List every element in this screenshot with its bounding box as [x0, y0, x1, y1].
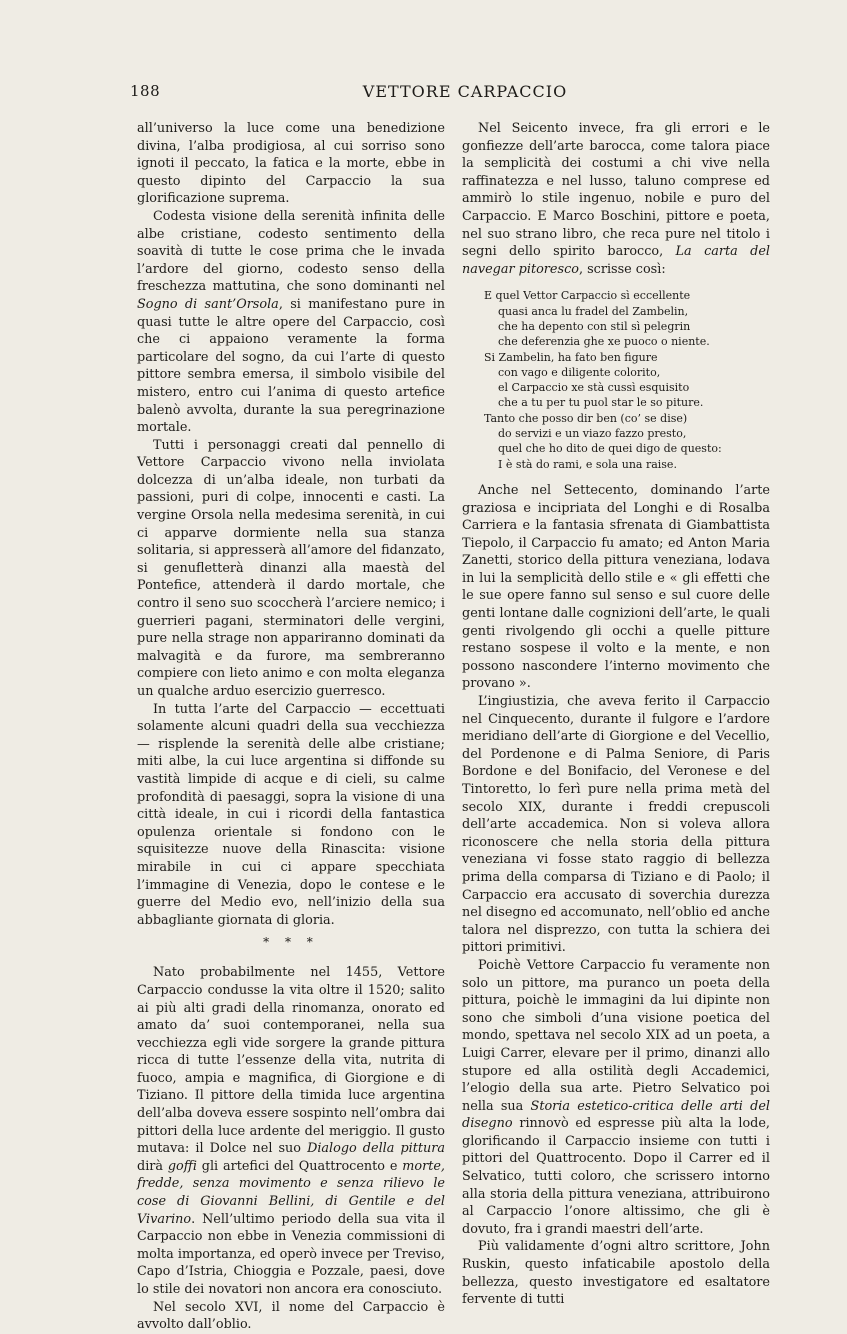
paragraph: Nato probabilmente nel 1455, Vettore Carpaccio condusse la vita oltre il 1520; salito ai più alti gradi della rinomanza, onorato ed amato da’ suoi contemporanei, nella sua vecchiezza egli vide sorgere la grande pittura ricca di tutte l’essenze della vita, nutrita di fuoco, ampia e magnifica, di Giorgione e di Tiziano. Il pittore della timida luce argentina dell’alba doveva essere sospinto nell’ombra dai pittori della luce ardente del meriggio. Il gusto mutava: il Dolce nel suo Dialogo della pittura dirà goffi gli artefici del Quattrocento e morte, fredde, senza movimento e senza rilievo le cose di Giovanni Bellini, di Gentile e del Vivarino. Nell’ultimo periodo della sua vita il Carpaccio non ebbe in Venezia commissioni di molta importanza, ed operò invece per Treviso, Capo d’Istria, Chioggia e Pozzale, paesi, dove lo stile dei novatori non ancora era conosciuto. — [137, 965, 446, 1297]
poem-line: I è stà do rami, e sola una raise. — [498, 457, 677, 471]
page-header — [130, 82, 800, 104]
paragraph: In tutta l’arte del Carpaccio — eccettuati solamente alcuni quadri della sua vecchiezza — risplende la serenità delle albe cristiane; miti albe, la cui luce argentina si diffonde su vastità limpide di acque e di cieli, su calme profondità di paesaggi, sopra la visione di una città ideale, in cui i ricordi della fantastica opulenza orientale si fondono con le squisitezze nuove della Rinascita: visione mirabile in cui ci appare specchiata l’immagine di Venezia, dopo le contese e le guerre del Medio evo, nell’inizio della sua abbagliante giornata di gloria. — [137, 701, 445, 928]
poem-line: Tanto che posso dir ben (co’ se dise) — [484, 411, 688, 425]
paragraph: Nel Seicento invece, fra gli errori e le gonfiezze dell’arte barocca, come talora piace la semplicità dei costumi a chi vive nella raffinatezza e nel lusso, taluno comprese ed ammirò lo stile ingenuo, nobile e puro del Carpaccio. E Marco Boschini, pittore e poeta, nel suo strano libro, che reca pure nel titolo i segni dello spirito barocco, La carta del navegar pitoresco, scrisse così: — [462, 121, 770, 277]
poem-quote — [484, 288, 770, 472]
poem-line: quel che ho dito de quei digo de questo: — [498, 442, 722, 456]
paragraph: Tutti i personaggi creati dal pennello di Vettore Carpaccio vivono nella inviolata dolcezza di un’alba ideale, non turbati da passioni, puri di colpe, innocenti e casti. La vergine Orsola nella medesima serenità, in cui ci apparve dormiente nella sua stanza solitaria, si appresserà all’amore del fidanzato, si genufletterà dinanzi alla maestà del Pontefice, attenderà il dardo mortale, che contro il seno suo scoccherà l’arciere nemico; i guerrieri pagani, sterminatori delle vergini, pure nella strage non appariranno dominati da malvagità e da furore, ma sembreranno compiere con lieto animo e con molta eleganza un qualche arduo esercizio guerresco. — [137, 437, 445, 699]
poem-line: Si Zambelin, ha fato ben figure — [484, 350, 658, 364]
paragraph: L’ingiustizia, che aveva ferito il Carpaccio nel Cinquecento, durante il fulgore e l’ardore meridiano dell’arte di Giorgione e del Vecellio, del Pordenone e di Palma Seniore, di Paris Bordone e del Bonifacio, del Veronese e del Tintoretto, lo ferì pure nella prima metà del secolo XIX, durante i freddi crepuscoli dell’arte accademica. Non si voleva allora riconoscere che nella storia della pittura veneziana vi fosse stato raggio di bellezza prima della comparsa di Tiziano e di Paolo; il Carpaccio era accusato di soverchia durezza nel disegno ed accomunato, nell’oblio ed anche talora nel disprezzo, con tutta la schiera dei pittori primitivi. — [462, 694, 770, 956]
poem-line: do servizi e un viazo fazzo presto, — [498, 427, 687, 441]
poem-line: che a tu per tu puol star le so piture. — [498, 396, 704, 410]
poem-line: che ha depento con stil sì pelegrin — [498, 319, 691, 333]
paragraph: all’universo la luce come una benedizione divina, l’alba prodigiosa, al cui sorriso sono ignoti il peccato, la fatica e la morte, ebbe in questo dipinto del Carpaccio la sua glorificazione suprema. — [137, 121, 445, 207]
poem-line: che deferenzia ghe xe puoco o niente. — [498, 335, 710, 349]
poem-line: E quel Vettor Carpaccio sì eccellente — [484, 289, 691, 303]
running-title: VETTORE CARPACCIO — [362, 82, 568, 101]
poem-line: el Carpaccio xe stà cussì esquisito — [498, 381, 690, 395]
paragraph: Anche nel Settecento, dominando l’arte graziosa e incipriata del Longhi e di Rosalba Carriera e la fantasia sfrenata di Giambattista Tiepolo, il Carpaccio fu amato; ed Anton Maria Zanetti, storico della pittura veneziana, lodava in lui la semplicità dello stile e « gli effetti che le sue opere fanno sul senso e sul cuore delle genti lontane dalle cognizioni dell’arte, le quali genti rivolgendo gli occhi a quelle pitture restano sospese il volto e la mente, e non possono nascondere l’interno movimento che provano ». — [462, 482, 770, 692]
poem-line: con vago e diligente colorito, — [498, 365, 661, 379]
poem-line: quasi anca lu fradel del Zambelin, — [498, 304, 689, 318]
paragraph: Più validamente d’ogni altro scrittore, John Ruskin, questo infaticabile apostolo della bellezza, questo investigatore ed esaltatore fervente di tutti — [462, 1239, 770, 1308]
page-number: 188 — [130, 82, 161, 100]
right-column — [462, 120, 770, 1309]
section-separator: * * * — [263, 935, 319, 950]
paragraph: Nel secolo XVI, il nome del Carpaccio è avvolto dall’oblio. — [137, 1299, 445, 1333]
paragraph: Codesta visione della serenità infinita delle albe cristiane, codesto sentimento della soavità di tutte le cose prima che le invada l’ardore del giorno, codesto senso della freschezza mattutina, che sono dominanti nel Sogno di sant’Orsola, si manifestano pure in quasi tutte le altre opere del Carpaccio, così che ci appaiono veramente la forma particolare del sogno, da cui l’arte di questo pittore sembra emersa, il simbolo visibile del mistero, entro cui l’anima di questo artefice balenò avvolta, durante la sua peregrinazione mortale. — [137, 208, 446, 436]
left-column — [137, 120, 445, 1334]
paragraph: Poichè Vettore Carpaccio fu veramente non solo un pittore, ma puranco un poeta della pittura, poichè le immagini da lui dipinte non sono che simboli d’una visione poetica del mondo, spettava nel secolo XIX ad un poeta, a Luigi Carrer, elevare per il primo, dinanzi allo stupore ed alla ostilità degli Accademici, l’elogio della sua arte. Pietro Selvatico poi nella sua Storia estetico-critica delle arti del disegno rinnovò ed espresse più alta la lode, glorificando il Carpaccio insieme con tutti i pittori del Quattrocento. Dopo il Carrer ed il Selvatico, tutti coloro, che scrissero intorno alla storia della pittura veneziana, attribuirono al Carpaccio l’onore altissimo, che gli è dovuto, fra i grandi maestri dell’arte. — [462, 957, 770, 1237]
